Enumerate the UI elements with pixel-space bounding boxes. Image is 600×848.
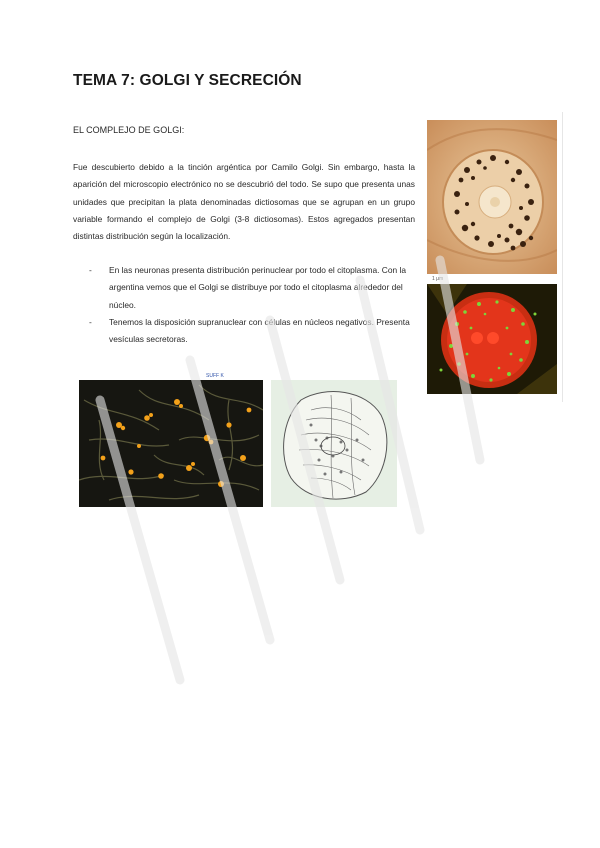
image-caption-label: SUFF K: [206, 373, 224, 379]
secretory-cell-drawing-image: [271, 380, 397, 507]
intro-paragraph: Fue descubierto debido a la tinción argéntica por Camilo Golgi. Sin embargo, hasta la aparición del microscopio electrónico no se descubrió del todo. Se supo que presenta unas unidades que precipitan la plata denominadas dictiosomas que se agrupan en un grupo variable formando el complejo de Golgi (3-8 dictiosomas). Estos agregados presentan distintas distribución según la localización.: [73, 162, 415, 242]
cultured-cells-golgi-image: [79, 380, 263, 507]
fluorescence-micrograph-image: [427, 284, 557, 394]
bullet-marker: -: [89, 316, 92, 327]
scale-bar-label: 1 μm: [432, 276, 444, 282]
page-title: TEMA 7: GOLGI Y SECRECIÓN: [73, 72, 302, 89]
bullet-text: En las neuronas presenta distribución perinuclear por todo el citoplasma. Con la argentina vemos que el Golgi se distribuye por todo el citoplasma alrededor del núcleo.: [109, 265, 407, 310]
page-edge-line: [562, 112, 563, 402]
bullet-text: Tenemos la disposición supranuclear con células en núcleos negativos. Presenta vesículas secretoras.: [109, 316, 410, 345]
bullet-list: [73, 262, 415, 348]
list-item: [73, 262, 415, 314]
list-item: [73, 314, 415, 349]
neuron-silver-stain-image: [427, 120, 557, 274]
section-heading: EL COMPLEJO DE GOLGI:: [73, 125, 185, 135]
bullet-marker: -: [89, 265, 92, 275]
